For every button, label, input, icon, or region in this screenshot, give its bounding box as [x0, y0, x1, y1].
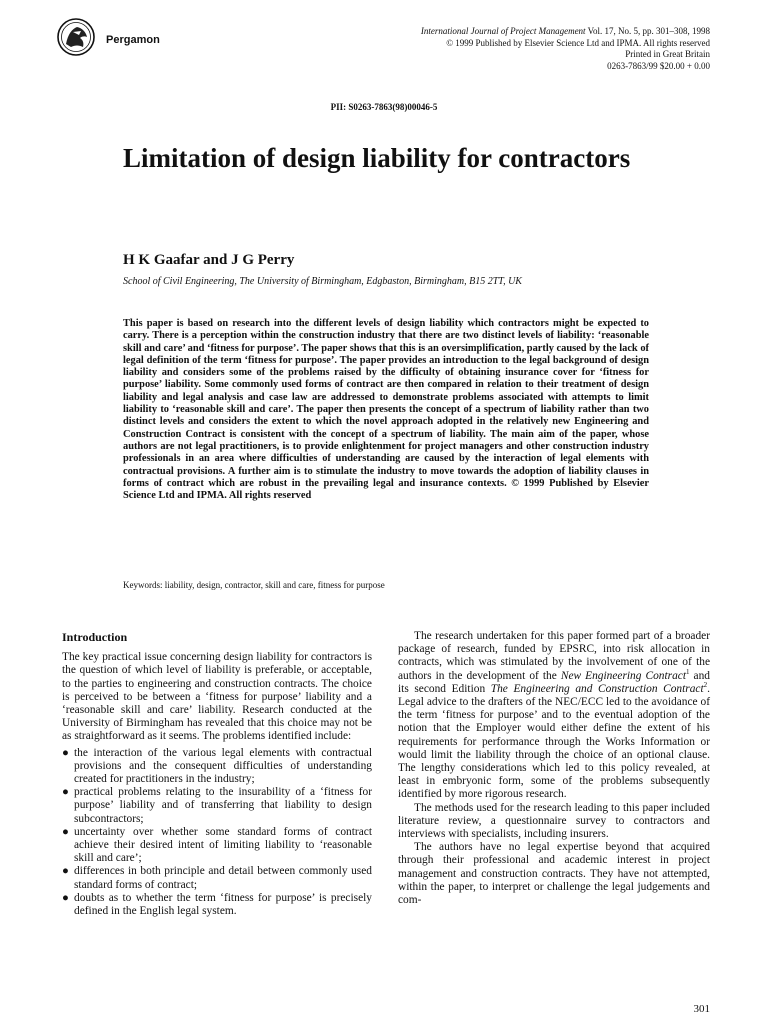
reference-marker: 2	[703, 681, 708, 690]
copyright-line: © 1999 Published by Elsevier Science Ltd and IPMA. All rights reserved	[446, 37, 710, 48]
nec-title: New Engineering Contract	[560, 669, 686, 682]
authors: H K Gaafar and J G Perry	[123, 252, 295, 268]
publisher-name: Pergamon	[106, 34, 160, 46]
affiliation: School of Civil Engineering, The University of Birmingham, Edgbaston, Birmingham, B15 2TT, UK	[123, 276, 522, 287]
bullet-icon: ●	[62, 746, 69, 759]
bullet-icon: ●	[62, 786, 69, 799]
methods-paragraph: The methods used for the research leading to this paper included literature review, a questionnaire survey to contractors and interviews with specialists, including insurers.	[398, 801, 710, 841]
printed-line: Printed in Great Britain	[625, 49, 710, 59]
list-item: ● practical problems relating to the insurability of a ‘fitness for purpose’ liability and of transferring that liability to design subcontractors;	[62, 786, 372, 825]
keywords: Keywords: liability, design, contractor, skill and care, fitness for purpose	[123, 580, 385, 590]
expertise-paragraph: The authors have no legal expertise beyond that acquired through their professional and academic interest in project management and construction contracts. They have not attempted, within the paper, to interpret or challenge the legal judgements and com-	[398, 841, 710, 907]
abstract: This paper is based on research into the different levels of design liability which contractors might be expected to carry. There is a perception within the construction industry that there are two distinct levels of liability: ‘reasonable skill and care’ and ‘fitness for purpose’. The paper shows that this is an oversimplification, partly caused by the lack of legal definition of the term ‘fitness for purpose’. The paper provides an introduction to the legal background of design liability and considers some of the problems raised by the difficulty of obtaining insurance cover for ‘fitness for purpose’ liability. Some commonly used forms of contract are then compared in relation to their treatment of design liability and legal analysis and case law are addressed to demonstrate problems associated with attempts to limit liability to ‘reasonable skill and care’. The paper then presents the concept of a spectrum of liability rather than two distinct levels and considers the extent to which the novel approach adopted in the relatively new Engineering and Construction Contract is consistent with the concept of a spectrum of liability. The main aim of the paper, whose authors are not legal practitioners, is to provide enlightenment for project managers and other construction industry professionals in an area where difficulties of understanding are caused by the interaction of legal elements with contractual provisions. A further aim is to stimulate the industry to move towards the adoption of liability clauses in forms of contract which are robust in the prevailing legal and insurance contexts. © 1999 Published by Elsevier Science Ltd and IPMA. All rights reserved	[123, 318, 649, 502]
introduction-paragraph: The key practical issue concerning design liability for contractors is the question of which level of liability is preferable, or acceptable, to the parties to engineering and construction contracts. The choice is perceived to be between a ‘fitness for purpose’ liability and a ‘reasonable skill and care’ liability. Research conducted at the University of Birmingham has revealed that this choice may not be as straightforward as it seems. The problems identified include:	[62, 651, 372, 743]
paper-title: Limitation of design liability for contractors	[123, 143, 631, 173]
bullet-icon: ●	[62, 891, 69, 904]
list-item: ● uncertainty over whether some standard forms of contract achieve their desired intent of limiting liability to ‘reasonable skill and care’;	[62, 825, 372, 865]
journal-name: International Journal of Project Management	[420, 26, 586, 36]
reference-marker: 1	[686, 667, 690, 676]
price-line: 0263-7863/99 $20.00 + 0.00	[607, 60, 710, 71]
list-item: ● the interaction of the various legal elements with contractual provisions and the consequent difficulties of understanding created for practitioners in the industry;	[62, 746, 372, 786]
journal-citation	[421, 26, 710, 38]
pii-code: PII: S0263-7863(98)00046-5	[330, 102, 438, 112]
list-item: ● doubts as to whether the term ‘fitness for purpose’ is precisely defined in the English legal system.	[62, 891, 372, 918]
pergamon-logo	[57, 18, 95, 56]
right-column	[398, 630, 710, 907]
research-paragraph: The research undertaken for this paper formed part of a broader package of research, funded by EPSRC, into risk allocation in contracts, which was stimulated by the involvement of one of the authors in the development of the New Engineering Contract$^1$ and its second Edition The Engineering and Construction Contract$^2$. Legal advice to the drafters of the NEC/ECC led to the avoidance of the term ‘fitness for purpose’ and to the eventual adoption of the notion that the Employer would either define the extent of his requirements for performance through the Works Information or would limit the liability through the choice of an optional clause. The lengthy considerations which led to this policy revealed, at least in embryonic form, some of the problems subsequently identified by more rigorous research.	[398, 630, 710, 801]
left-column	[62, 631, 372, 918]
introduction-heading: Introduction	[62, 630, 128, 644]
bullet-icon: ●	[62, 865, 69, 878]
journal-issue: Vol. 17, No. 5, pp. 301–308, 1998	[585, 26, 710, 36]
bullet-icon: ●	[62, 825, 69, 838]
journal-header	[421, 26, 710, 72]
list-item: ● differences in both principle and detail between commonly used standard forms of contract;	[62, 865, 372, 891]
ecc-title: The Engineering and Construction Contract	[490, 682, 704, 695]
issues-list	[62, 747, 372, 919]
page-number: 301	[693, 1003, 710, 1015]
